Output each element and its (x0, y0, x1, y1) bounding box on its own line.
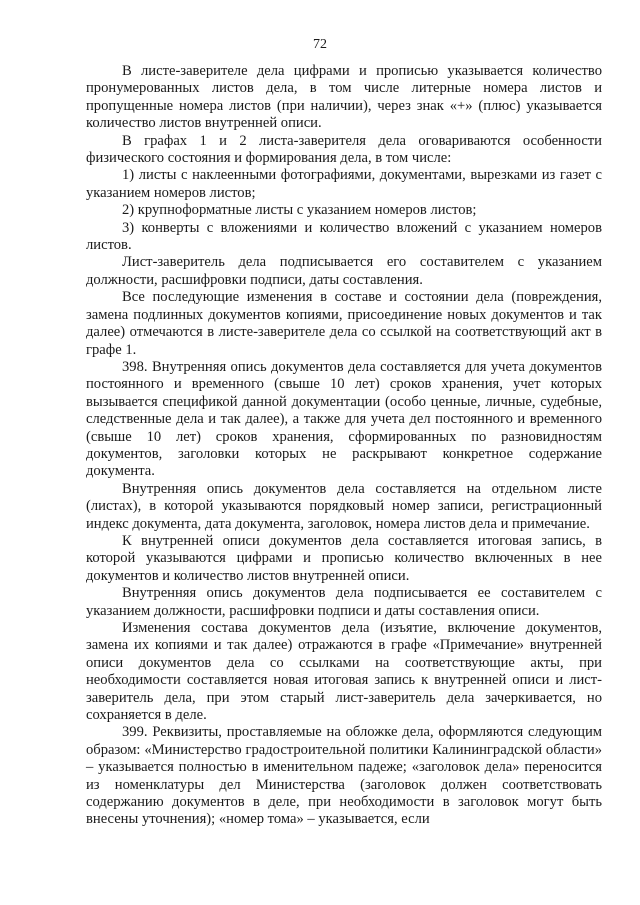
paragraph-composition-changes: Изменения состава документов дела (изъятие, включение документов, замена их копиями и так далее) отражаются в графе «Примечание» внутренней описи документов дела со ссылками на соответствующие акты, при необходимости составляется новая итоговая запись к внутренней описи и лист-заверитель дела, при этом старый лист-заверитель дела зачеркивается, но сохраняется в деле. (86, 620, 602, 724)
paragraph-sheet-certifier-count: В листе-заверителе дела цифрами и прописью указывается количество пронумерованных листов дела, в том числе литерные номера листов и пропущенные номера листов (при наличии), через знак «+» (плюс) указывается количество листов внутренней описи. (86, 63, 602, 132)
list-item-envelopes: 3) конверты с вложениями и количество вложений с указанием номеров листов. (86, 219, 602, 254)
paragraph-columns-1-2: В графах 1 и 2 листа-заверителя дела оговариваются особенности физического состояния и формирования дела, в том числе: (86, 132, 602, 167)
paragraph-final-entry: К внутренней описи документов дела составляется итоговая запись, в которой указываются цифрами и прописью количество включенных в нее документов и количество листов внутренней описи. (86, 532, 602, 584)
paragraph-inventory-sheet: Внутренняя опись документов дела составляется на отдельном листе (листах), в которой указываются порядковый номер записи, регистрационный индекс документа, дата документа, заголовок, номера листов дела и примечание. (86, 480, 602, 532)
paragraph-399: 399. Реквизиты, проставляемые на обложке дела, оформляются следующим образом: «Министерство градостроительной политики Калининградской области» – указывается полностью в именительном падеже; «заголовок дела» переносится из номенклатуры дел Министерства (заголовок должен соответствовать содержанию документов в деле, при необходимости в заголовок могут быть внесены уточнения); «номер тома» – указывается, если (86, 724, 602, 828)
paragraph-subsequent-changes: Все последующие изменения в составе и состоянии дела (повреждения, замена подлинных документов копиями, присоединение новых документов и так далее) отмечаются в листе-заверителе дела со ссылкой на соответствующий акт в графе 1. (86, 289, 602, 358)
list-item-large-format: 2) крупноформатные листы с указанием номеров листов; (122, 202, 477, 219)
list-item-photos: 1) листы с наклеенными фотографиями, документами, вырезками из газет с указанием номеров листов; (86, 167, 602, 201)
document-body (86, 63, 602, 829)
page-number: 72 (313, 37, 327, 52)
paragraph-certifier-signature: Лист-заверитель дела подписывается его составителем с указанием должности, расшифровки подписи, даты составления. (86, 254, 602, 288)
paragraph-398: 398. Внутренняя опись документов дела составляется для учета документов постоянного и временного (свыше 10 лет) сроков хранения, учет которых вызывается спецификой данной документации (особо ценные, личные, судебные, следственные дела и так далее), а также для учета дел постоянного и временного (свыше 10 лет) сроков хранения, сформированных по разновидностям документов, заголовки которых не раскрывают конкретное содержание документа. (86, 358, 602, 480)
paragraph-inventory-signature: Внутренняя опись документов дела подписывается ее составителем с указанием должности, расшифровки подписи и даты составления описи. (86, 585, 602, 619)
